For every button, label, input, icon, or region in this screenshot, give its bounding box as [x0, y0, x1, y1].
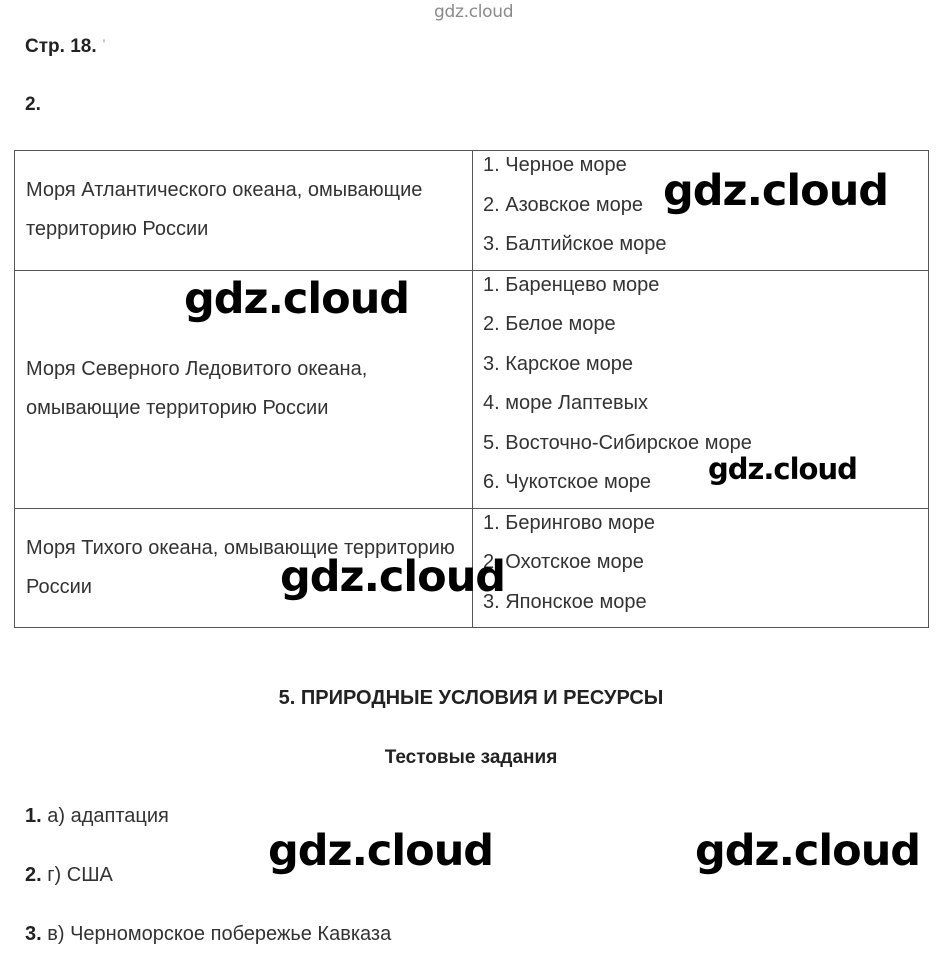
seas-list-cell — [473, 508, 929, 628]
seas-list — [483, 509, 928, 628]
list-item: 2. Азовское море — [483, 193, 643, 216]
answer-text: в) Черноморское побережье Кавказа — [47, 923, 392, 945]
seas-list — [483, 271, 928, 508]
page-heading — [25, 36, 105, 58]
list-item: 2. Охотское море — [483, 551, 644, 573]
list-item: 4. море Лаптевых — [483, 392, 649, 414]
list-item: 1. Берингово море — [483, 511, 656, 534]
answer-item — [25, 864, 113, 887]
top-watermark: gdz.cloud — [434, 2, 514, 22]
section-title: 5. ПРИРОДНЫЕ УСЛОВИЯ И РЕСУРСЫ — [278, 687, 664, 709]
page-heading-mark: ' — [102, 36, 106, 52]
category-cell: Моря Северного Ледовитого океана, омывающие территорию России — [15, 270, 473, 508]
answer-text: а) адаптация — [47, 805, 169, 827]
watermark: gdz.cloud — [663, 166, 889, 216]
list-item: 5. Восточно-Сибирское море — [483, 431, 752, 454]
answer-number: 2. — [25, 864, 42, 886]
list-item: 6. Чукотское море — [483, 471, 652, 493]
watermark: gdz.cloud — [280, 552, 506, 602]
watermark: gdz.cloud — [695, 826, 921, 876]
list-item: 1. Черное море — [483, 154, 627, 176]
watermark: gdz.cloud — [184, 274, 410, 324]
list-item: 2. Белое море — [483, 313, 616, 335]
seas-list-cell — [473, 270, 929, 508]
category-cell: Моря Тихого океана, омывающие территорию России — [15, 508, 473, 628]
answer-text: г) США — [47, 864, 113, 886]
watermark: gdz.cloud — [708, 452, 857, 486]
list-item: 3. Японское море — [483, 590, 647, 613]
list-item: 3. Балтийское море — [483, 233, 667, 255]
watermark: gdz.cloud — [268, 826, 494, 876]
answer-item — [25, 805, 169, 828]
category-cell: Моря Атлантического океана, омывающие территорию России — [15, 151, 473, 271]
subsection-title: Тестовые задания — [384, 747, 558, 768]
answer-item — [25, 923, 391, 946]
task-number: 2. — [25, 94, 41, 115]
answer-number: 3. — [25, 923, 42, 945]
page-heading-text: Стр. 18. — [25, 36, 97, 57]
answer-number: 1. — [25, 805, 42, 827]
list-item: 1. Баренцево море — [483, 273, 660, 296]
list-item: 3. Карское море — [483, 352, 634, 375]
